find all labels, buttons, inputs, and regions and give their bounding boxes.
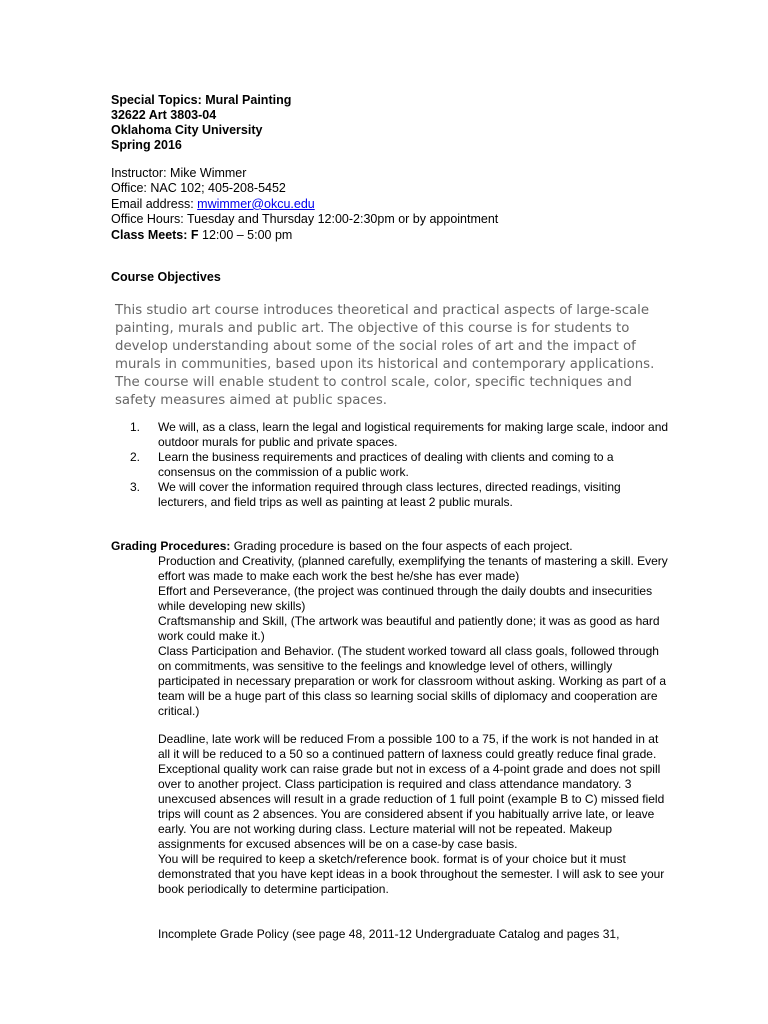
grading-intro [111, 539, 671, 554]
incomplete-policy: Incomplete Grade Policy (see page 48, 2011-12 Undergraduate Catalog and pages 31, [158, 927, 620, 941]
grading-aspects [158, 554, 668, 719]
class-meets-label: Class Meets: F [111, 227, 199, 242]
list-item [130, 450, 670, 480]
instructor-info [111, 166, 498, 243]
office-hours-line: Office Hours: Tuesday and Thursday 12:00-2:30pm or by appointment [111, 212, 499, 227]
grading-label: Grading Procedures: [111, 539, 231, 553]
objectives-intro: This studio art course introduces theoretical and practical aspects of large-scale painting, murals and public art. The objective of this course is for students to develop understanding about some of the social roles of art and the impact of murals in communities, based upon its historical and contemporary applications. The course will enable student to control scale, color, specific techniques and safety measures aimed at public spaces. [115, 303, 655, 408]
list-item-text: Learn the business requirements and practices of dealing with clients and coming to a consensus on the commission of a public work. [158, 450, 614, 479]
list-item [130, 420, 670, 450]
course-title: Special Topics: Mural Painting [111, 93, 292, 107]
objectives-heading: Course Objectives [111, 270, 221, 284]
list-item-text: We will, as a class, learn the legal and logistical requirements for making large scale, indoor and outdoor murals for public and private spaces. [158, 420, 669, 449]
aspect-item: Production and Creativity, (planned carefully, exemplifying the tenants of mastering a skill. Every effort was made to make each work the best he/she has ever made) [158, 554, 668, 583]
objectives-list [130, 420, 670, 510]
grading-lead: Grading procedure is based on the four aspects of each project. [230, 539, 573, 553]
email-label: Email address: [111, 196, 198, 211]
office-line: Office: NAC 102; 405-208-5452 [111, 181, 286, 196]
aspect-item: Effort and Perseverance, (the project was continued through the daily doubts and insecurities while developing new skills) [158, 584, 653, 613]
list-item-number: 3. [130, 480, 141, 494]
course-term: Spring 2016 [111, 138, 182, 152]
deadline-text: Deadline, late work will be reduced From a possible 100 to a 75, if the work is not handed in at all it will be reduced to a 50 so a continued pattern of laxness could greatly reduce final grade. Exceptional quality work can raise grade but not in excess of a 4-point grade and does not spill over to another project. Class participation is required and class attendance mandatory. 3 unexcused absences will result in a grade reduction of 1 full point (example B to C) missed field trips will count as 2 absences. You are considered absent if you habitually arrive late, or leave early. You are not working during class. Lecture material will not be repeated. Makeup assignments for excused absences will be on a case-by case basis. [158, 732, 665, 851]
sketchbook-text: You will be required to keep a sketch/reference book. format is of your choice but it must demonstrated that you have kept ideas in a book throughout the semester. I will ask to see your book periodically to determine participation. [158, 852, 665, 896]
aspect-item: Craftsmanship and Skill, (The artwork was beautiful and patiently done; it was as good as hard work could make it.) [158, 614, 660, 643]
class-meets-line [111, 228, 498, 243]
list-item-number: 2. [130, 450, 141, 464]
email-line [111, 197, 498, 212]
class-meets-value: 12:00 – 5:00 pm [198, 227, 293, 242]
course-header [111, 93, 291, 153]
aspect-item: Class Participation and Behavior. (The student worked toward all class goals, followed through on commitments, was sensitive to the feelings and knowledge level of others, willingly participated in necessary preparation or work for classroom without asking. Working as part of a team will be a huge part of this class so learning social skills of diplomacy and cooperation are critical.) [158, 644, 667, 718]
list-item-text: We will cover the information required through class lectures, directed readings, visiting lecturers, and field trips as well as painting at least 2 public murals. [158, 480, 621, 509]
list-item-number: 1. [130, 420, 141, 434]
university-name: Oklahoma City University [111, 123, 263, 137]
deadline-policy [158, 732, 668, 897]
instructor-line: Instructor: Mike Wimmer [111, 166, 247, 180]
course-code: 32622 Art 3803-04 [111, 108, 217, 122]
email-link[interactable]: mwimmer@okcu.edu [197, 196, 315, 211]
list-item [130, 480, 670, 510]
